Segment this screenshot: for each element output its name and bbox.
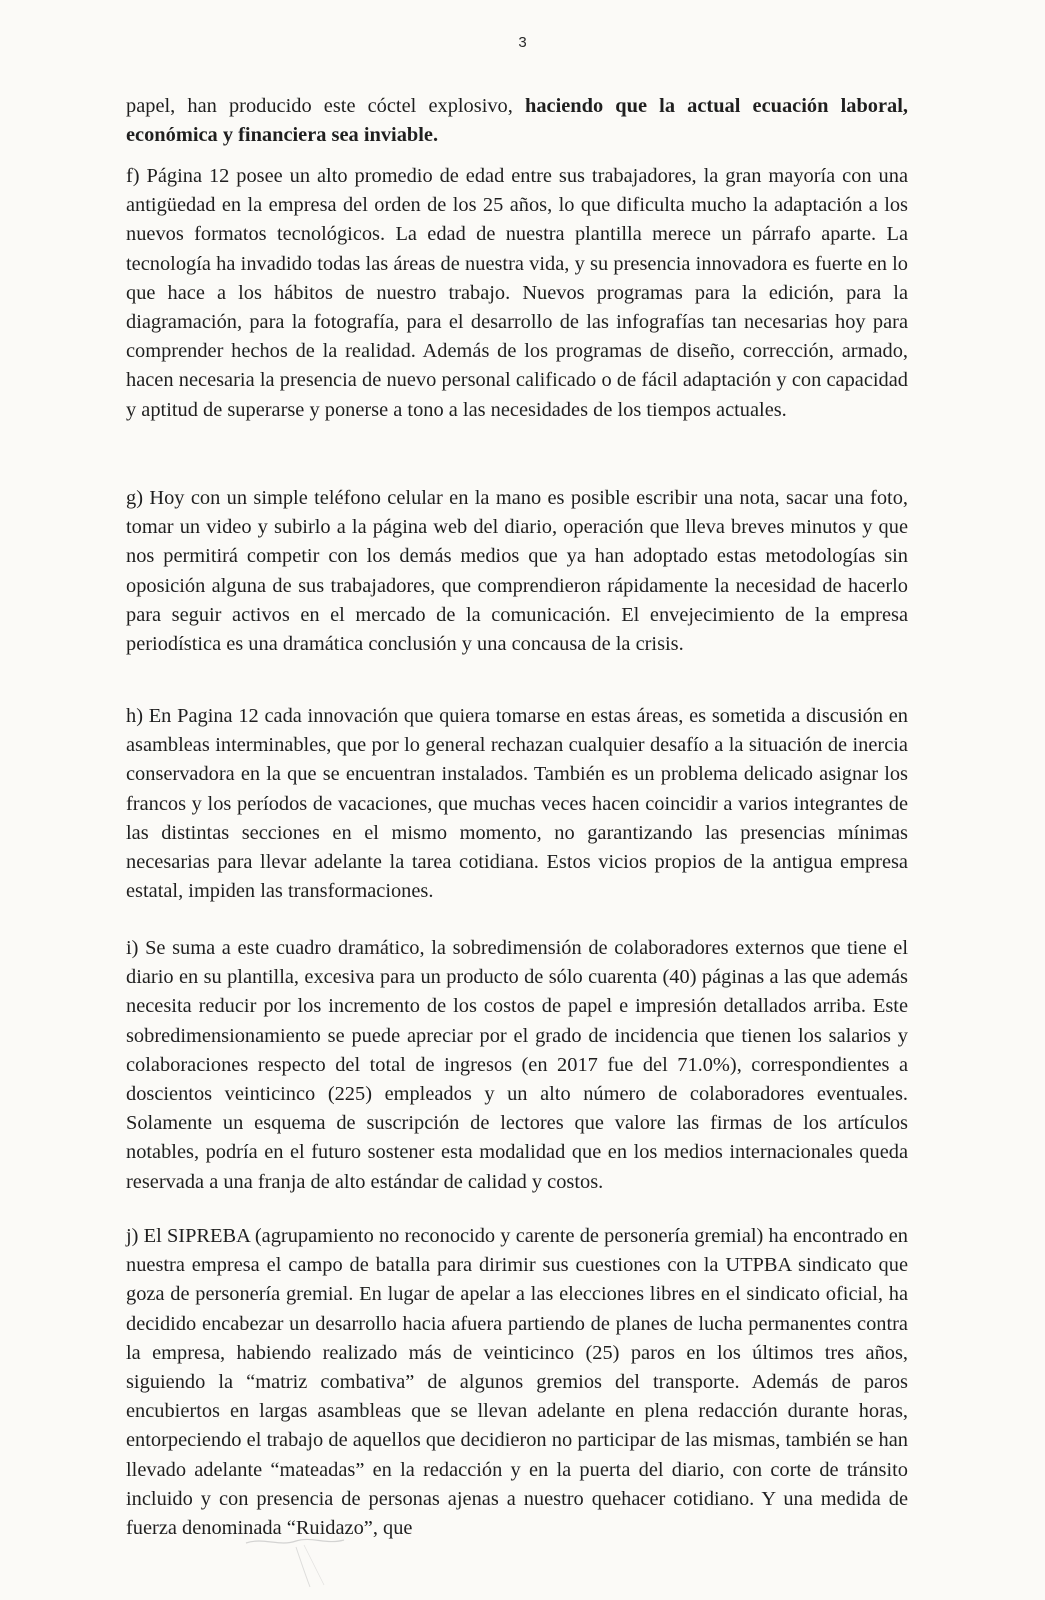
- paragraph-i: i) Se suma a este cuadro dramático, la sobredimensión de colaboradores externos que tiene el diario en su plantilla, excesiva para un producto de sólo cuarenta (40) páginas a las que además necesita reducir por los incremento de los costos de papel e impresión detallados arriba. Este sobredimensionamiento se puede apreciar por el grado de incidencia que tienen los salarios y colaboraciones respecto del total de ingresos (en 2017 fue del 71.0%), correspondientes a doscientos veinticinco (225) empleados y un alto número de colaboradores eventuales. Solamente un esquema de suscripción de lectores que valore las firmas de los artículos notables, podría en el futuro sostener esta modalidad que en los medios internacionales queda reservada a una franja de alto estándar de calidad y costos.: [126, 937, 908, 1193]
- paragraph-f: f) Página 12 posee un alto promedio de edad entre sus trabajadores, la gran mayoría con una antigüedad en la empresa del orden de los 25 años, lo que dificulta mucho la adaptación a los nuevos formatos tecnológicos. La edad de nuestra plantilla merece un párrafo aparte. La tecnología ha invadido todas las áreas de nuestra vida, y su presencia innovadora es fuerte en lo que hace a los hábitos de nuestro trabajo. Nuevos programas para la edición, para la diagramación, para la fotografía, para el desarrollo de las infografías tan necesarias hoy para comprender hechos de la realidad. Además de los programas de diseño, corrección, armado, hacen necesaria la presencia de nuevo personal calificado o de fácil adaptación y con capacidad y aptitud de superarse y ponerse a tono a las necesidades de los tiempos actuales.: [126, 165, 908, 421]
- paragraph-h: h) En Pagina 12 cada innovación que quiera tomarse en estas áreas, es sometida a discusión en asambleas interminables, que por lo general rechazan cualquier desafío a la situación de inercia conservadora en la que se encuentran instalados. También es un problema delicado asignar los francos y los períodos de vacaciones, que muchas veces hacen coincidir a varios integrantes de las distintas secciones en el mismo momento, no garantizando las presencias mínimas necesarias para llevar adelante la tarea cotidiana. Estos vicios propios de la antigua empresa estatal, impiden las transformaciones.: [126, 705, 908, 903]
- intro-text: papel, han producido este cóctel explosivo,: [126, 95, 525, 117]
- page-number: 3: [518, 34, 527, 51]
- intro-bold-text: haciendo que la actual ecuación laboral, económica y financiera sea inviable.: [126, 95, 908, 147]
- intro-paragraph: [126, 92, 908, 150]
- paragraph-j: j) El SIPREBA (agrupamiento no reconocido y carente de personería gremial) ha encontrado en nuestra empresa el campo de batalla para dirimir sus cuestiones con la UTPBA sindicato que goza de personería gremial. En lugar de apelar a las elecciones libres en el sindicato oficial, ha decidido encabezar un desarrollo hacia afuera partiendo de planes de lucha permanentes contra la empresa, habiendo realizado más de veinticinco (25) paros en los últimos tres años, siguiendo la “matriz combativa” de algunos gremios del transporte. Además de paros encubiertos en largas asambleas que se llevan adelante en plena redacción durante horas, entorpeciendo el trabajo de aquellos que decidieron no participar de las mismas, también se han llevado adelante “mateadas” en la redacción y en la puerta del diario, con corte de tránsito incluido y con presencia de personas ajenas a nuestro quehacer cotidiano. Y una medida de fuerza denominada “Ruidazo”, que: [126, 1225, 908, 1540]
- paragraph-g: g) Hoy con un simple teléfono celular en la mano es posible escribir una nota, sacar una foto, tomar un video y subirlo a la página web del diario, operación que lleva breves minutos y que nos permitirá competir con los demás medios que ya han adoptado estas metodologías sin oposición alguna de sus trabajadores, que comprendieron rápidamente la necesidad de hacerlo para seguir activos en el mercado de la comunicación. El envejecimiento de la empresa periodística es una dramática conclusión y una concausa de la crisis.: [126, 487, 908, 656]
